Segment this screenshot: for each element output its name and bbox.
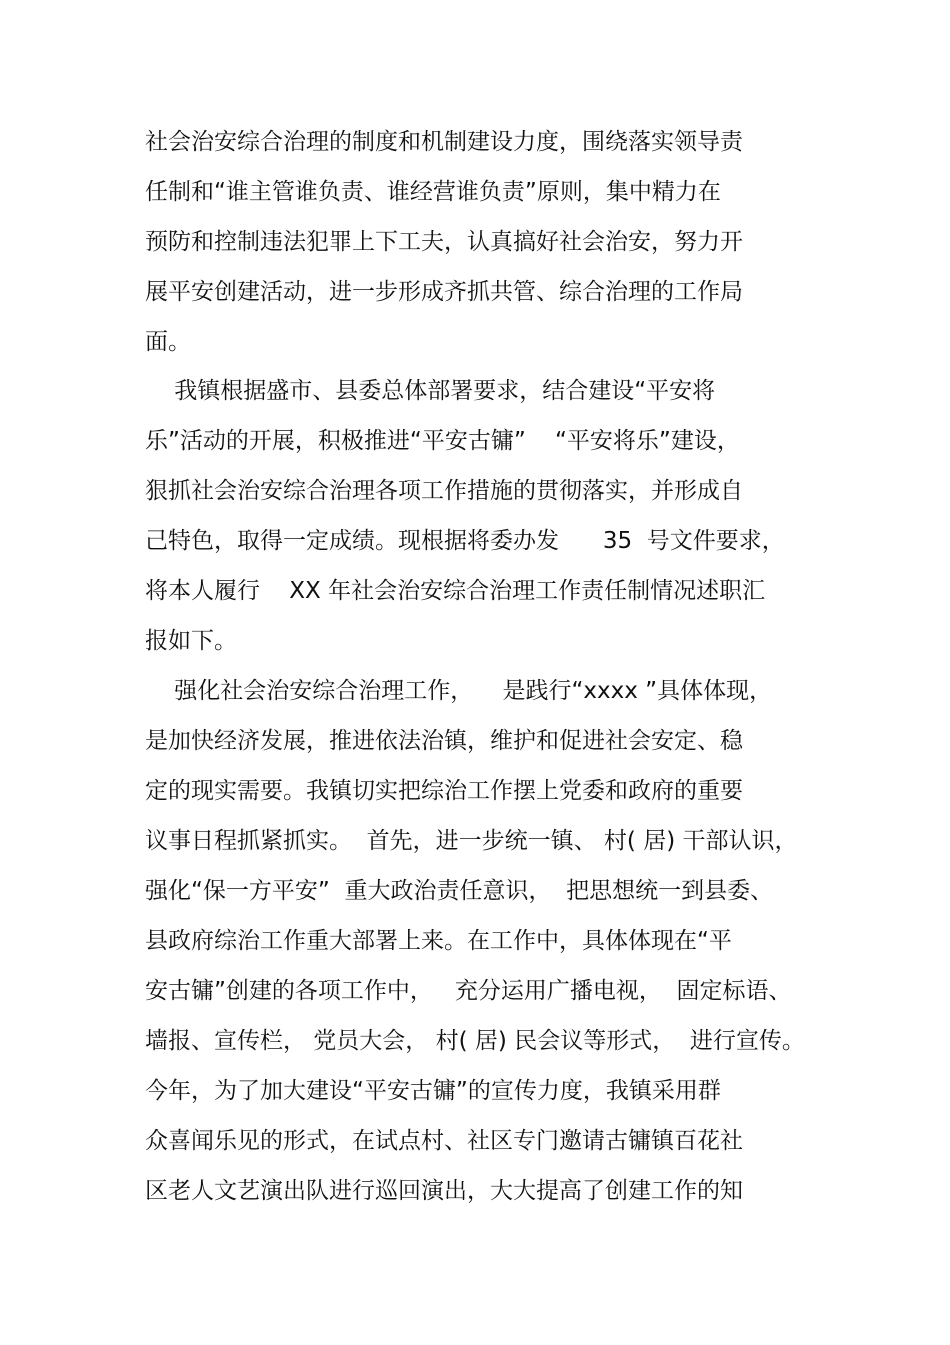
text-line: 将本人履行 XX 年社会治安综合治理工作责任制情况述职汇 xyxy=(145,578,766,604)
text-line: 社会治安综合治理的制度和机制建设力度，围绕落实领导责 xyxy=(145,129,743,155)
text-line: 面。 xyxy=(145,329,191,355)
text-line: 乐”活动的开展，积极推进“平安古镛” “平安将乐”建设， xyxy=(145,428,740,454)
text-line: 预防和控制违法犯罪上下工夫，认真搞好社会治安，努力开 xyxy=(145,229,743,255)
text-line: 区老人文艺演出队进行巡回演出，大大提高了创建工作的知 xyxy=(145,1178,743,1204)
text-line: 定的现实需要。我镇切实把综治工作摆上党委和政府的重要 xyxy=(145,778,743,804)
text-line: 展平安创建活动，进一步形成齐抓共管、综合治理的工作局 xyxy=(145,279,743,305)
text-line: 是加快经济发展，推进依法治镇，维护和促进社会安定、稳 xyxy=(145,728,743,754)
text-line: 安古镛”创建的各项工作中， 充分运用广播电视， 固定标语、 xyxy=(145,978,792,1004)
text-line: 报如下。 xyxy=(145,628,237,654)
text-line: 众喜闻乐见的形式，在试点村、社区专门邀请古镛镇百花社 xyxy=(145,1128,743,1154)
text-line: 己特色，取得一定成绩。现根据将委办发 35 号文件要求， xyxy=(145,528,785,554)
text-line: 我镇根据盛市、县委总体部署要求，结合建设“平安将 xyxy=(145,378,716,404)
text-line: 强化“保一方平安” 重大政治责任意识， 把思想统一到县委、 xyxy=(145,878,774,904)
text-line: 议事日程抓紧抓实。 首先，进一步统一镇、 村( 居) 干部认识， xyxy=(145,828,798,854)
text-line: 今年，为了加大建设“平安古镛”的宣传力度，我镇采用群 xyxy=(145,1078,721,1104)
text-line: 县政府综治工作重大部署上来。在工作中，具体体现在“平 xyxy=(145,928,732,954)
text-line: 强化社会治安综合治理工作， 是践行“xxxx ”具体体现， xyxy=(145,678,773,704)
text-line: 任制和“谁主管谁负责、谁经营谁负责”原则，集中精力在 xyxy=(145,179,721,205)
text-line: 狠抓社会治安综合治理各项工作措施的贯彻落实，并形成自 xyxy=(145,478,743,504)
text-line: 墙报、宣传栏， 党员大会， 村( 居) 民会议等形式， 进行宣传。 xyxy=(145,1028,805,1054)
